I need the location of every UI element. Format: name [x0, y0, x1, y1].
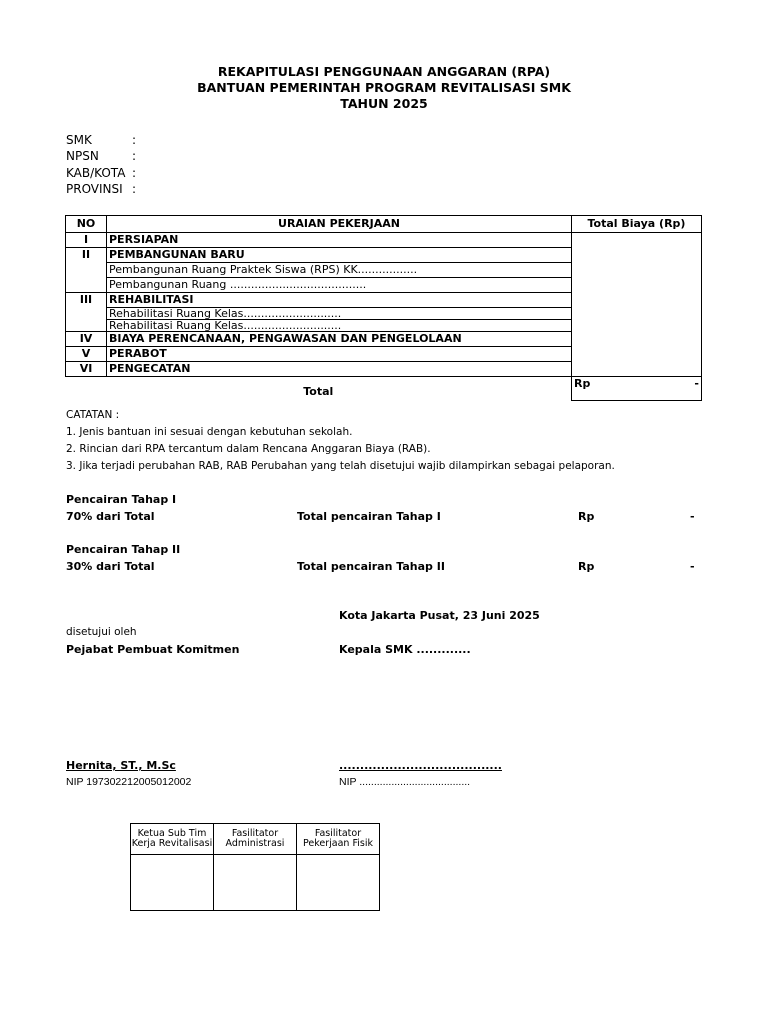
row-uraian: Pembangunan Ruang ....................................... — [107, 278, 572, 293]
note-item: 1. Jenis bantuan ini sesuai dengan kebutuhan sekolah. — [66, 426, 353, 438]
right-role: Kepala SMK ............. — [339, 643, 471, 656]
col-header-uraian: URAIAN PEKERJAAN — [107, 216, 572, 233]
paraf-header-fasilitator-fisik: Fasilitator Pekerjaan Fisik — [297, 824, 380, 855]
disbursement-title: Pencairan Tahap II — [66, 543, 181, 556]
total-currency: Rp — [574, 377, 591, 390]
total-label: Total — [303, 385, 334, 398]
col-header-no: NO — [66, 216, 107, 233]
table-header-row — [66, 216, 702, 233]
total-biaya-cell — [572, 233, 702, 377]
disbursement-value: - — [690, 560, 695, 573]
paraf-table — [130, 823, 380, 911]
provinsi-colon: : — [132, 182, 137, 196]
doc-title-line-3: TAHUN 2025 — [340, 96, 428, 111]
left-role: Pejabat Pembuat Komitmen — [66, 643, 240, 656]
rpa-table — [65, 215, 702, 401]
row-uraian: PERSIAPAN — [107, 233, 572, 248]
paraf-cell-fasilitator-fisik[interactable] — [297, 855, 380, 911]
disbursement-currency: Rp — [578, 510, 595, 523]
row-uraian: Pembangunan Ruang Praktek Siswa (RPS) KK................. — [107, 263, 572, 278]
npsn-label: NPSN — [66, 149, 99, 163]
paraf-cell-ketua[interactable] — [131, 855, 214, 911]
total-amount — [572, 377, 702, 401]
row-no: IV — [66, 332, 107, 347]
row-uraian: BIAYA PERENCANAAN, PENGAWASAN DAN PENGELOLAAN — [107, 332, 572, 347]
smk-colon: : — [132, 133, 137, 147]
right-signatory-nip: NIP ...................................... — [339, 776, 471, 788]
smk-label: SMK — [66, 133, 92, 147]
total-row — [66, 377, 702, 401]
row-uraian: PEMBANGUNAN BARU — [107, 248, 572, 263]
provinsi-label: PROVINSI — [66, 182, 123, 196]
doc-title-line-1: REKAPITULASI PENGGUNAAN ANGGARAN (RPA) — [217, 64, 551, 79]
notes-heading: CATATAN : — [66, 409, 120, 421]
row-no: VI — [66, 362, 107, 377]
row-no: II — [66, 248, 107, 293]
row-no: V — [66, 347, 107, 362]
disbursement-label: Total pencairan Tahap II — [297, 560, 445, 573]
note-item: 2. Rincian dari RPA tercantum dalam Rencana Anggaran Biaya (RAB). — [66, 443, 431, 455]
row-no: I — [66, 233, 107, 248]
row-no: III — [66, 293, 107, 332]
row-uraian: PENGECATAN — [107, 362, 572, 377]
col-header-total-biaya: Total Biaya (Rp) — [572, 216, 702, 233]
paraf-header-ketua: Ketua Sub Tim Kerja Revitalisasi — [131, 824, 214, 855]
right-signatory-name: ....................................... — [339, 759, 502, 772]
disbursement-percent: 30% dari Total — [66, 560, 155, 573]
row-uraian: PERABOT — [107, 347, 572, 362]
kabkota-label: KAB/KOTA — [66, 166, 126, 180]
paraf-header-fasilitator-administrasi: Fasilitator Administrasi — [214, 824, 297, 855]
row-uraian: Rehabilitasi Ruang Kelas............................ — [107, 308, 572, 320]
doc-title-line-2: BANTUAN PEMERINTAH PROGRAM REVITALISASI SMK — [197, 80, 571, 95]
row-uraian: REHABILITASI — [107, 293, 572, 308]
left-signatory-name: Hernita, ST., M.Sc — [66, 759, 176, 772]
disbursement-value: - — [690, 510, 695, 523]
place-date: Kota Jakarta Pusat, 23 Juni 2025 — [339, 609, 540, 622]
note-item: 3. Jika terjadi perubahan RAB, RAB Perubahan yang telah disetujui wajib dilampirkan sebagai pelaporan. — [66, 460, 615, 472]
row-uraian: Rehabilitasi Ruang Kelas............................ — [107, 320, 572, 332]
disbursement-currency: Rp — [578, 560, 595, 573]
disbursement-percent: 70% dari Total — [66, 510, 155, 523]
npsn-colon: : — [132, 149, 137, 163]
table-row — [66, 233, 702, 248]
paraf-cell-fasilitator-administrasi[interactable] — [214, 855, 297, 911]
kabkota-colon: : — [132, 166, 137, 180]
disbursement-title: Pencairan Tahap I — [66, 493, 177, 506]
disbursement-label: Total pencairan Tahap I — [297, 510, 441, 523]
approved-by-label: disetujui oleh — [66, 626, 137, 638]
total-value: - — [694, 377, 699, 390]
left-signatory-nip: NIP 197302212005012002 — [66, 776, 192, 788]
